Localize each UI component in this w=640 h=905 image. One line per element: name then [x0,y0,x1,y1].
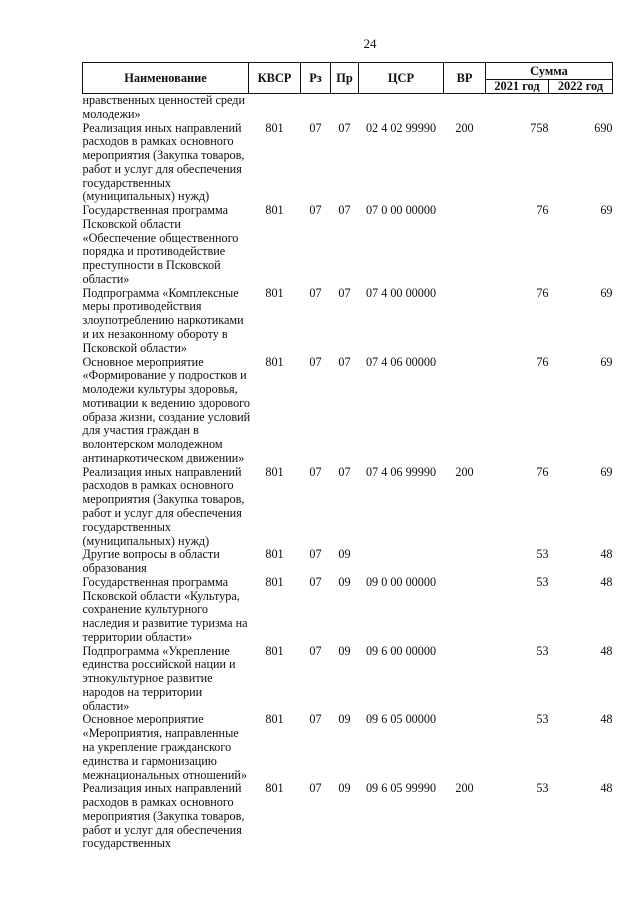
row-sum-2022: 690 [594,120,613,135]
header-kvsr: КВСР [249,63,301,94]
row-sum-2021: 76 [536,285,549,300]
row-csr: 07 4 06 99990 [365,464,437,479]
row-rz: 07 [309,574,322,589]
row-kvsr: 801 [265,643,284,658]
row-kvsr: 801 [265,120,284,135]
row-csr: 07 0 00 00000 [365,203,437,218]
table-row [83,122,613,205]
row-csr: 09 0 00 00000 [365,574,437,589]
row-pr: 07 [338,203,351,218]
row-pr: 07 [338,285,351,300]
row-csr: 07 4 06 00000 [365,354,437,369]
table-row [83,287,613,356]
table-row [83,576,613,645]
row-sum-2022: 69 [600,285,613,300]
row-sum-2022: 69 [600,464,613,479]
row-name: нравственных ценностей среди молодежи» [82,93,245,121]
row-rz [301,94,331,122]
header-name: Наименование [83,63,249,94]
row-sum-2021: 53 [536,574,549,589]
header-2021: 2021 год [486,80,549,94]
row-sum-2022: 48 [600,547,613,562]
row-name: Другие вопросы в области образования [82,547,220,576]
row-pr: 09 [338,574,351,589]
row-rz: 07 [309,464,322,479]
table-row [83,645,613,714]
row-sum-2022: 48 [600,712,613,727]
row-vr [444,548,486,576]
table-row [83,204,613,287]
row-sum-2021: 76 [536,464,549,479]
table-body [83,94,613,852]
header-csr: ЦСР [359,63,444,94]
row-sum-2021: 53 [536,781,549,796]
row-csr: 09 6 00 00000 [365,643,437,658]
row-sum-2021: 76 [536,354,549,369]
row-csr [359,94,444,122]
row-sum-2021 [486,94,549,122]
row-vr [444,94,486,122]
row-rz: 07 [309,203,322,218]
row-name: Реализация иных направлений расходов в рамках основного мероприятия (Закупка товаров, работ и услуг для обеспечения государственных (муниципальных) нужд) [82,464,245,548]
row-vr [444,645,486,714]
table-row [83,356,613,466]
row-name: Подпрограмма «Комплексные меры противодействия злоупотреблению наркотиками и их незаконному обороту в Псковской области» [82,285,244,355]
header-2022: 2022 год [549,80,613,94]
row-rz: 07 [309,712,322,727]
row-sum-2022: 69 [600,203,613,218]
row-name: Основное мероприятие «Формирование у подростков и молодежи культуры здоровья, мотивации к ведению здорового образа жизни, создание условий для участия граждан в волонтерском молодежном антинаркотическом движении» [82,354,251,465]
row-rz: 07 [309,781,322,796]
row-pr: 09 [338,547,351,562]
row-kvsr: 801 [265,203,284,218]
header-vr: ВР [444,63,486,94]
row-vr: 200 [455,120,474,135]
row-pr: 09 [338,712,351,727]
row-name: Реализация иных направлений расходов в рамках основного мероприятия (Закупка товаров, работ и услуг для обеспечения государственных [82,781,245,851]
row-sum-2022: 69 [600,354,613,369]
row-rz: 07 [309,643,322,658]
row-pr: 07 [338,354,351,369]
header-sum: Сумма [486,63,613,80]
row-name: Реализация иных направлений расходов в рамках основного мероприятия (Закупка товаров, работ и услуг для обеспечения государственных (муниципальных) нужд) [82,120,245,204]
header-rz: Рз [301,63,331,94]
row-sum-2022: 48 [600,781,613,796]
table-row [83,548,613,576]
row-sum-2021: 76 [536,203,549,218]
budget-table [82,62,613,851]
row-kvsr: 801 [265,285,284,300]
row-rz: 07 [309,547,322,562]
row-sum-2021: 53 [536,547,549,562]
row-rz: 07 [309,120,322,135]
row-vr [444,713,486,782]
row-pr [331,94,359,122]
row-vr: 200 [455,781,474,796]
page-number: 24 [363,36,377,51]
row-csr: 09 6 05 99990 [365,781,437,796]
row-name: Государственная программа Псковской области «Обеспечение общественного порядка и противодействие преступности в Псковской области» [82,203,239,286]
row-vr [444,356,486,466]
row-sum-2022 [549,94,613,122]
row-vr [444,287,486,356]
row-sum-2021: 53 [536,643,549,658]
row-kvsr: 801 [265,712,284,727]
row-csr: 09 6 05 00000 [365,712,437,727]
table-row [83,713,613,782]
row-sum-2021: 758 [530,120,549,135]
row-rz: 07 [309,285,322,300]
row-sum-2021: 53 [536,712,549,727]
row-vr [444,204,486,287]
row-name: Государственная программа Псковской области «Культура, сохранение культурного наследия и развитие туризма на территории области» [82,574,248,644]
row-pr: 07 [338,120,351,135]
row-rz: 07 [309,354,322,369]
row-name: Основное мероприятие «Мероприятия, направленные на укрепление гражданского единства и гармонизацию межнациональных отношений» [82,712,247,782]
table-header [83,63,613,94]
row-csr [359,548,444,576]
row-pr: 07 [338,464,351,479]
row-vr [444,576,486,645]
row-vr: 200 [455,464,474,479]
row-kvsr: 801 [265,547,284,562]
row-pr: 09 [338,781,351,796]
row-kvsr [249,94,301,122]
table-row [83,466,613,549]
row-csr: 02 4 02 99990 [365,120,437,135]
row-name: Подпрограмма «Укрепление единства российской нации и этнокультурное развитие народов на территории области» [82,643,236,713]
row-pr: 09 [338,643,351,658]
header-pr: Пр [331,63,359,94]
table-row [83,782,613,851]
row-kvsr: 801 [265,354,284,369]
row-kvsr: 801 [265,781,284,796]
row-kvsr: 801 [265,574,284,589]
row-sum-2022: 48 [600,574,613,589]
row-csr: 07 4 00 00000 [365,285,437,300]
row-kvsr: 801 [265,464,284,479]
table-row [83,94,613,122]
row-sum-2022: 48 [600,643,613,658]
